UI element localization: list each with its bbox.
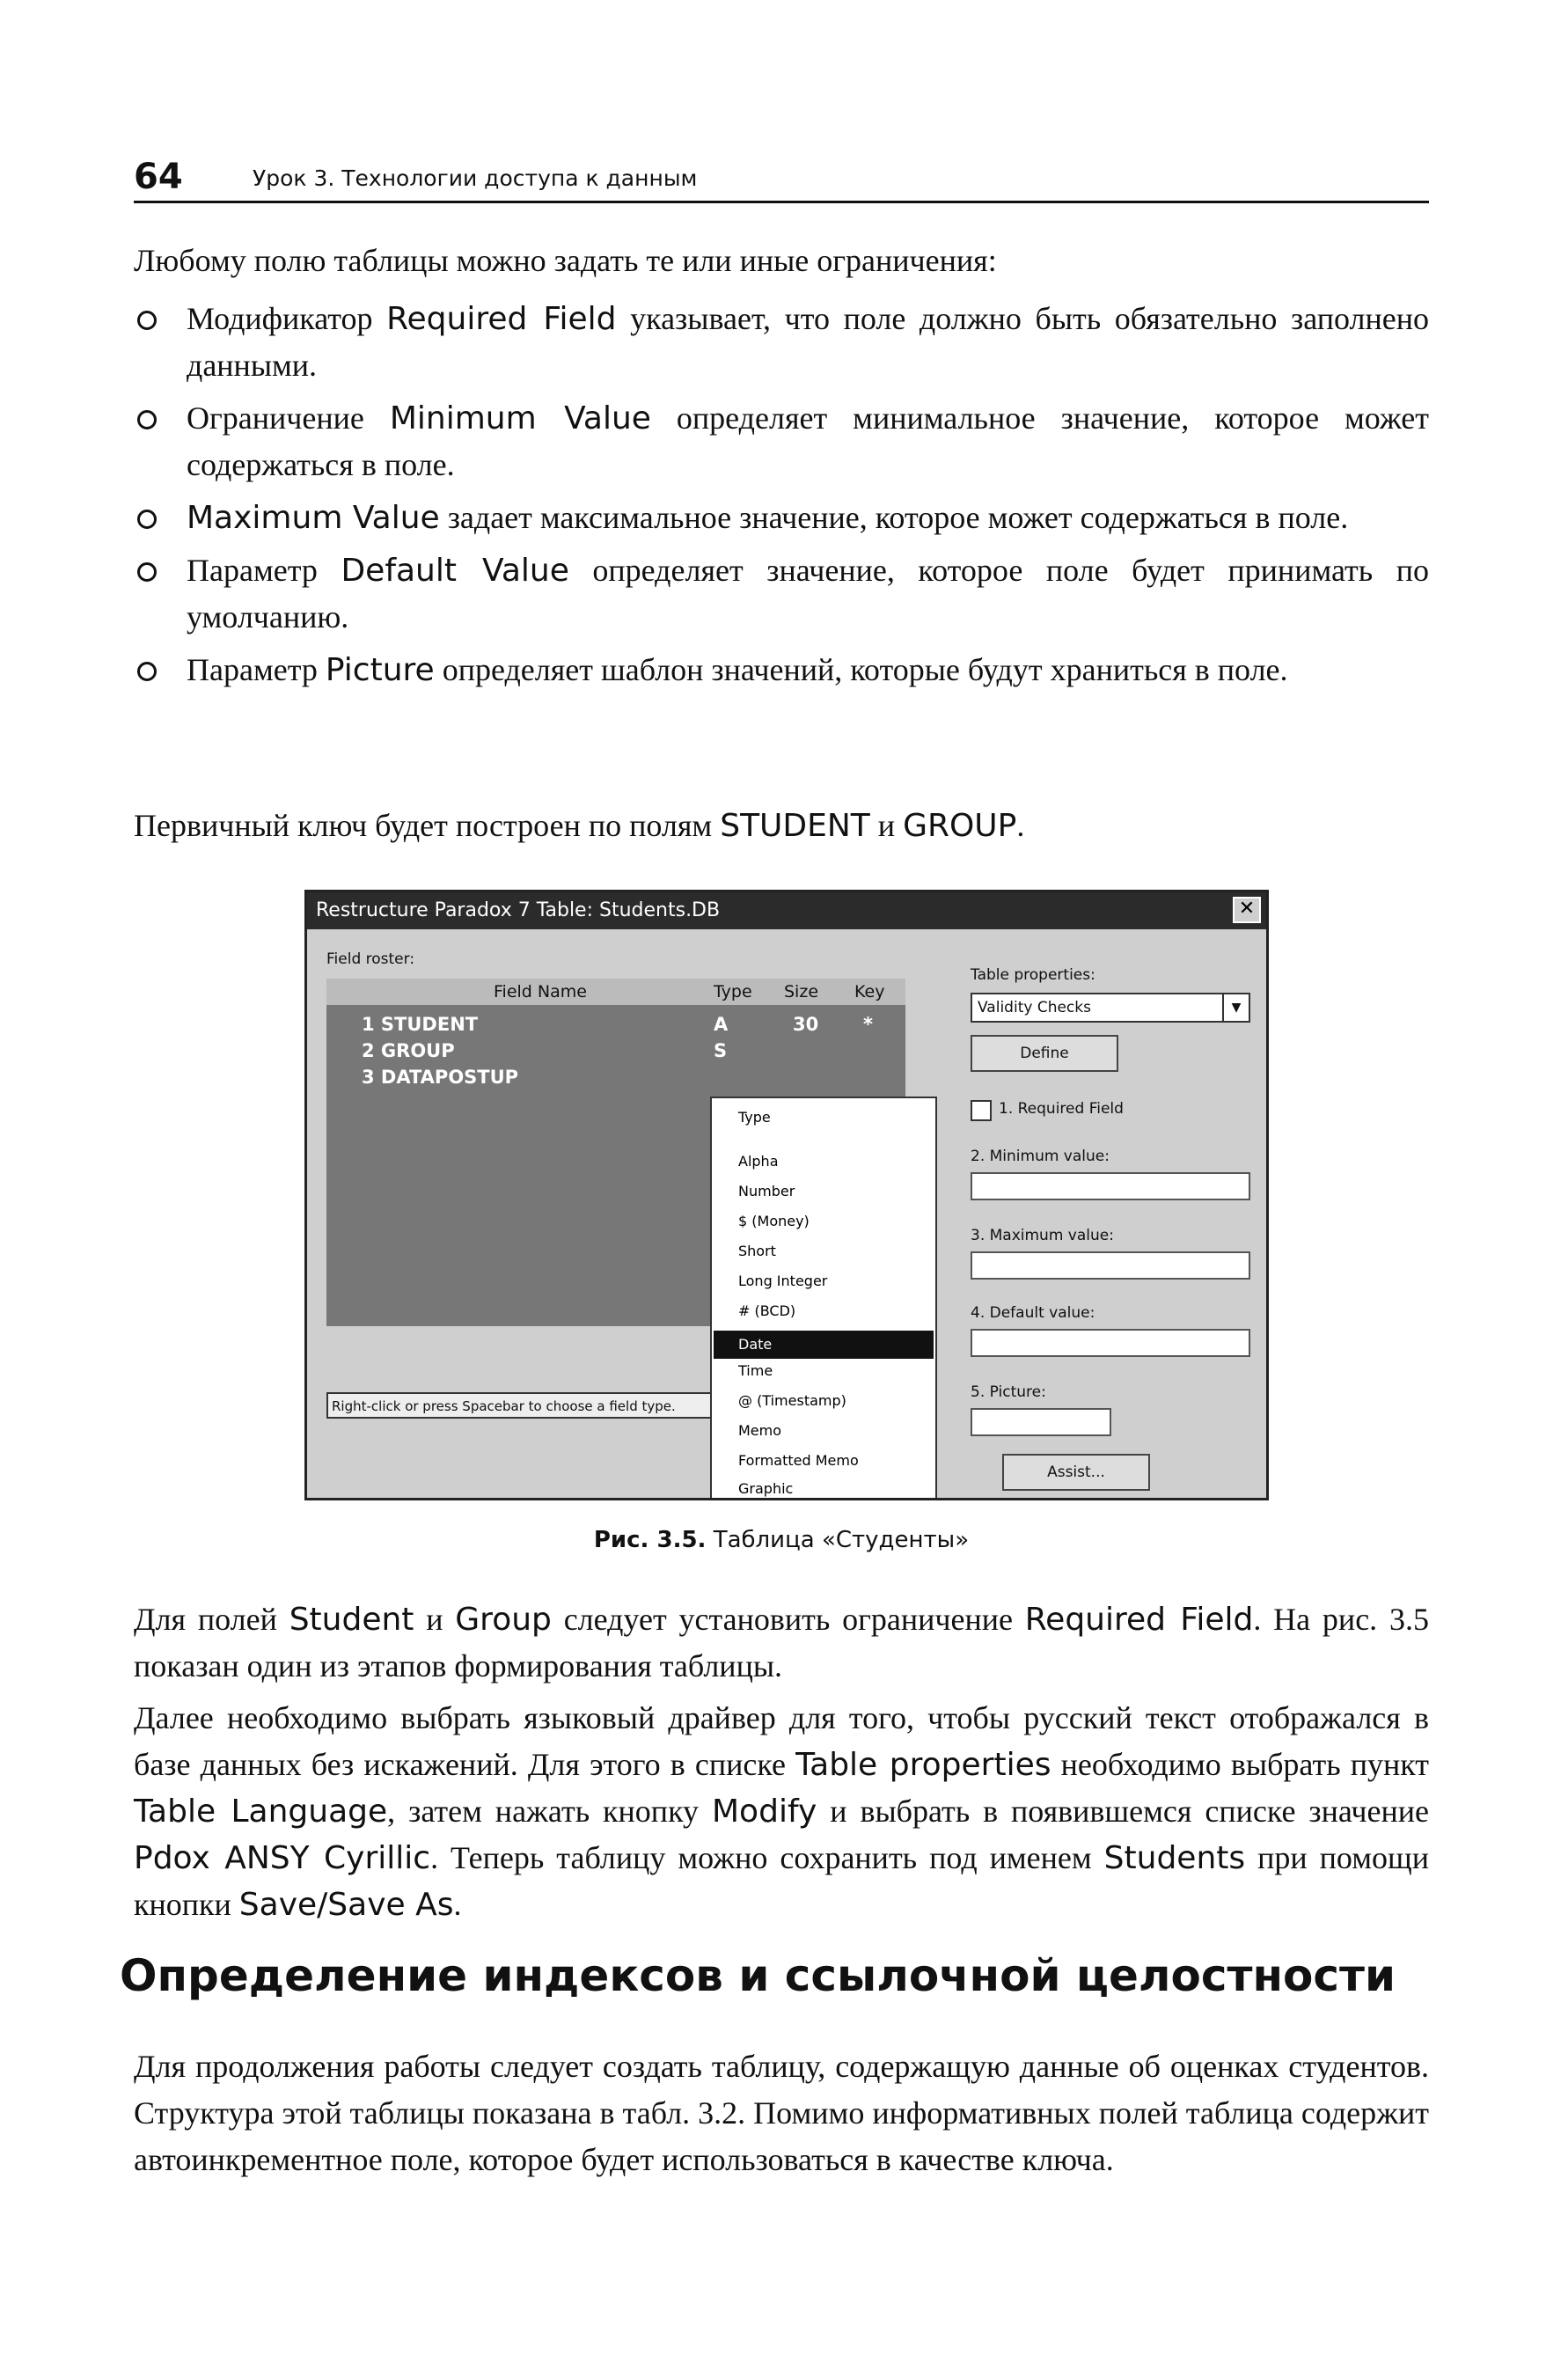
table-row[interactable]: 1 STUDENT <box>362 1014 479 1035</box>
list-item: Модификатор Required Field указывает, что поле должно быть обязательно заполнено данными. <box>134 296 1429 389</box>
menu-header: Type <box>738 1109 771 1126</box>
chevron-down-icon[interactable]: ▼ <box>1222 994 1249 1021</box>
menu-item[interactable]: @ (Timestamp) <box>738 1392 846 1409</box>
default-value-label: 4. Default value: <box>971 1304 1095 1322</box>
table-row-key[interactable]: * <box>863 1014 873 1035</box>
define-button[interactable]: Define <box>971 1035 1118 1072</box>
table-row-type[interactable]: S <box>714 1040 728 1061</box>
maximum-value-label: 3. Maximum value: <box>971 1227 1114 1244</box>
paragraph-2: Далее необходимо выбрать языковый драйвер для того, чтобы русский текст отображался в базе данных без искажений. Для этого в списке Table properties необходимо выбрать пункт Table Language, затем нажать кнопку Modify и выбрать в появившемся списке значение Pdox ANSY Cyrillic. Теперь таблицу можно сохранить под именем Students при помощи кнопки Save/Save As. <box>134 1700 1430 1923</box>
hint-box: Right-click or press Spacebar to choose a field type. <box>326 1392 714 1419</box>
figure-caption: Рис. 3.5. Таблица «Студенты» <box>593 1527 970 1553</box>
dialog-titlebar <box>307 892 1266 929</box>
field-type-menu[interactable] <box>710 1097 937 1500</box>
paragraph-3: Для продолжения работы следует создать таблицу, содержащую данные об оценках студентов. Структура этой таблицы показана в табл. 3.2. Помимо информативных полей таблица содержит автоинкрементное поле, которое будет использоваться в качестве ключа. <box>134 2049 1429 2177</box>
field-grid-header <box>326 979 905 1005</box>
restructure-dialog-screenshot <box>304 890 1269 1500</box>
menu-item[interactable]: Short <box>738 1243 776 1259</box>
intro-paragraph: Любому полю таблицы можно задать те или иные ограничения: <box>134 243 997 278</box>
list-item: Ограничение Minimum Value определяет минимальное значение, которое может содержаться в поле. <box>134 395 1429 488</box>
table-row-size[interactable]: 30 <box>793 1014 819 1035</box>
menu-item[interactable]: # (BCD) <box>738 1302 796 1319</box>
page-number: 64 <box>134 157 183 197</box>
table-row[interactable]: 3 DATAPOSTUP <box>362 1067 519 1088</box>
col-field-name: Field Name <box>494 982 587 1001</box>
table-row[interactable]: 2 GROUP <box>362 1040 455 1061</box>
col-type: Type <box>714 982 752 1001</box>
bullet-marker <box>137 562 157 582</box>
table-properties-select[interactable] <box>971 993 1250 1023</box>
picture-label: 5. Picture: <box>971 1383 1046 1401</box>
field-roster-label: Field roster: <box>326 950 415 968</box>
minimum-value-label: 2. Minimum value: <box>971 1148 1110 1165</box>
default-value-input[interactable] <box>971 1329 1250 1357</box>
menu-item[interactable]: Number <box>738 1183 795 1199</box>
menu-item[interactable]: Time <box>738 1362 773 1379</box>
primary-key-paragraph: Первичный ключ будет построен по полям STUDENT и GROUP. <box>134 808 1025 844</box>
menu-item[interactable]: Formatted Memo <box>738 1452 859 1469</box>
bullet-marker <box>137 410 157 429</box>
list-item: Maximum Value задает максимальное значение, которое может содержаться в поле. <box>134 495 1429 541</box>
bullet-marker <box>137 662 157 681</box>
minimum-value-input[interactable] <box>971 1172 1250 1200</box>
bullet-marker <box>137 311 157 330</box>
menu-item[interactable]: Alpha <box>738 1153 779 1170</box>
table-row-type[interactable]: A <box>714 1014 729 1035</box>
list-item: Параметр Picture определяет шаблон значений, которые будут храниться в поле. <box>134 647 1429 693</box>
running-title: Урок 3. Технологии доступа к данным <box>253 165 698 191</box>
menu-item-selected[interactable]: Date <box>714 1331 934 1359</box>
col-key: Key <box>854 982 885 1001</box>
col-size: Size <box>784 982 819 1001</box>
maximum-value-input[interactable] <box>971 1251 1250 1280</box>
menu-item[interactable]: Long Integer <box>738 1273 828 1289</box>
close-icon[interactable]: ✕ <box>1233 897 1261 923</box>
table-properties-value: Validity Checks <box>978 999 1091 1016</box>
constraints-list <box>134 296 1429 700</box>
table-properties-label: Table properties: <box>971 966 1095 984</box>
picture-input[interactable] <box>971 1408 1111 1436</box>
menu-item[interactable]: Memo <box>738 1422 782 1439</box>
assist-button[interactable]: Assist... <box>1002 1454 1150 1491</box>
list-item: Параметр Default Value определяет значение, которое поле будет принимать по умолчанию. <box>134 547 1429 641</box>
required-field-label: 1. Required Field <box>999 1100 1124 1118</box>
dialog-title: Restructure Paradox 7 Table: Students.DB <box>316 899 721 921</box>
page-header <box>134 157 1429 203</box>
menu-item[interactable]: $ (Money) <box>738 1213 810 1229</box>
paragraph-1: Для полей Student и Group следует установить ограничение Required Field. На рис. 3.5 показан один из этапов формирования таблицы. <box>134 1602 1429 1683</box>
bullet-marker <box>137 510 157 529</box>
menu-item[interactable]: Graphic <box>738 1480 794 1497</box>
required-field-checkbox[interactable] <box>971 1100 992 1121</box>
section-heading: Определение индексов и ссылочной целостности <box>120 1950 1396 2001</box>
